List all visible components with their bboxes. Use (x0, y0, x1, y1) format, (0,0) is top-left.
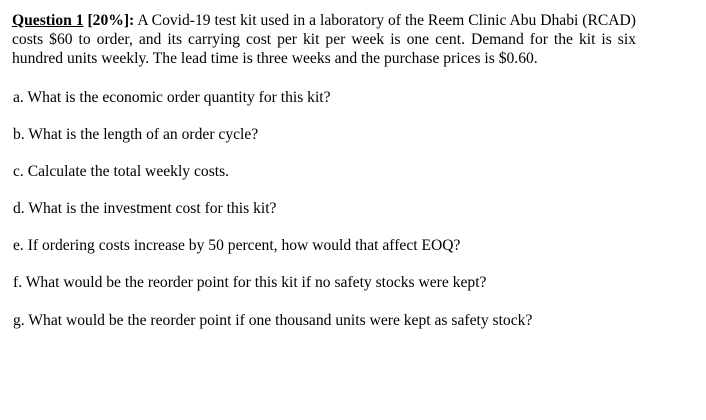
question-part-e: e. If ordering costs increase by 50 percent, how would that affect EOQ? (13, 237, 461, 254)
document-page (12, 11, 698, 329)
question-part-c: c. Calculate the total weekly costs. (13, 163, 230, 180)
question-statement (12, 11, 698, 68)
question-body: A Covid-19 test kit used in a laboratory of the Reem Clinic Abu Dhabi (RCAD) costs $60 to order, and its carrying cost per kit per week is one cent. Demand for the kit is six hundred units weekly. The lead time is three weeks and the purchase prices is $0.60. (12, 12, 637, 67)
question-part-g: g. What would be the reorder point if one thousand units were kept as safety stock? (13, 312, 533, 329)
question-part-a: a. What is the economic order quantity for this kit? (13, 89, 331, 106)
question-part-f: f. What would be the reorder point for this kit if no safety stocks were kept? (13, 274, 487, 291)
question-part-b: b. What is the length of an order cycle? (13, 126, 259, 143)
question-part-d: d. What is the investment cost for this kit? (13, 200, 277, 217)
question-label: Question 1 (12, 12, 84, 29)
question-weight: [20%]: (87, 12, 135, 29)
